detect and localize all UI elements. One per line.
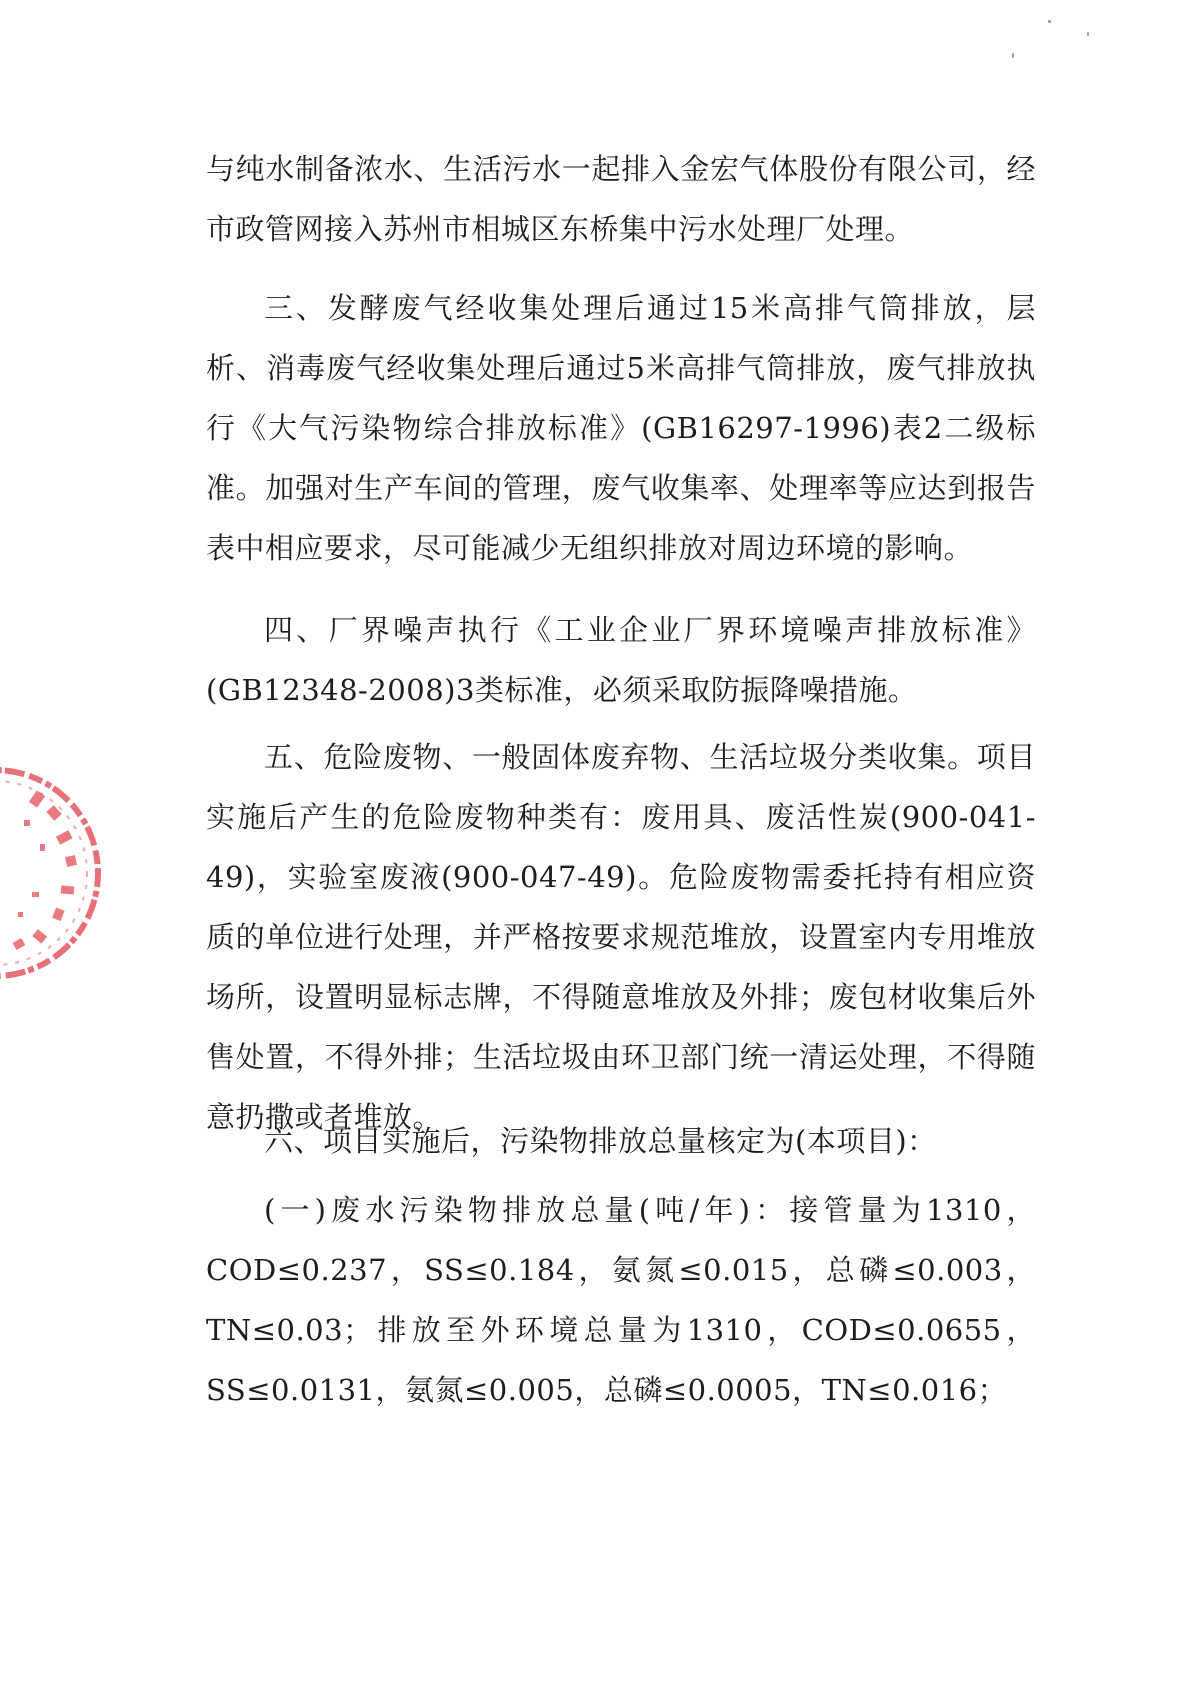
paragraph-exhaust-gas [206,278,1036,578]
paragraph-total-emissions [206,1111,1036,1171]
paragraph-text: 与纯水制备浓水、生活污水一起排入金宏气体股份有限公司，经市政管网接入苏州市相城区东桥集中污水处理厂处理。 [206,152,1036,246]
official-seal [0,760,108,986]
paragraph-wastewater-discharge [206,139,1036,259]
paragraph-noise [206,600,1036,720]
scan-speck [1048,20,1051,23]
scan-speck [1087,32,1089,36]
scan-speck [1012,53,1014,58]
paragraph-text: 五、危险废物、一般固体废弃物、生活垃圾分类收集。项目实施后产生的危险废物种类有：废用具、废活性炭(900-041-49)，实验室废液(900-047-49)。危险废物需委托持有相应资质的单位进行处理，并严格按要求规范堆放，设置室内专用堆放场所，设置明显标志牌，不得随意堆放及外排；废包材收集后外售处置，不得外排；生活垃圾由环卫部门统一清运处理，不得随意扔撒或者堆放。 [206,740,1036,1134]
paragraph-solid-waste [206,727,1036,1147]
paragraph-text: 六、项目实施后，污染物排放总量核定为(本项目)： [264,1124,937,1158]
paragraph-wastewater-totals [206,1180,1036,1420]
paragraph-text: 四、厂界噪声执行《工业企业厂界环境噪声排放标准》(GB12348-2008)3类标准，必须采取防振降噪措施。 [206,613,1036,707]
paragraph-text: 三、发酵废气经收集处理后通过15米高排气筒排放，层析、消毒废气经收集处理后通过5米高排气筒排放，废气排放执行《大气污染物综合排放标准》(GB16297-1996)表2二级标准。加强对生产车间的管理，废气收集率、处理率等应达到报告表中相应要求，尽可能减少无组织排放对周边环境的影响。 [206,291,1036,565]
paragraph-text: (一)废水污染物排放总量(吨/年)：接管量为1310，COD≤0.237，SS≤0.184，氨氮≤0.015，总磷≤0.003，TN≤0.03；排放至外环境总量为1310，COD≤0.0655，SS≤0.0131，氨氮≤0.005，总磷≤0.0005，TN≤0.016； [206,1193,1036,1407]
